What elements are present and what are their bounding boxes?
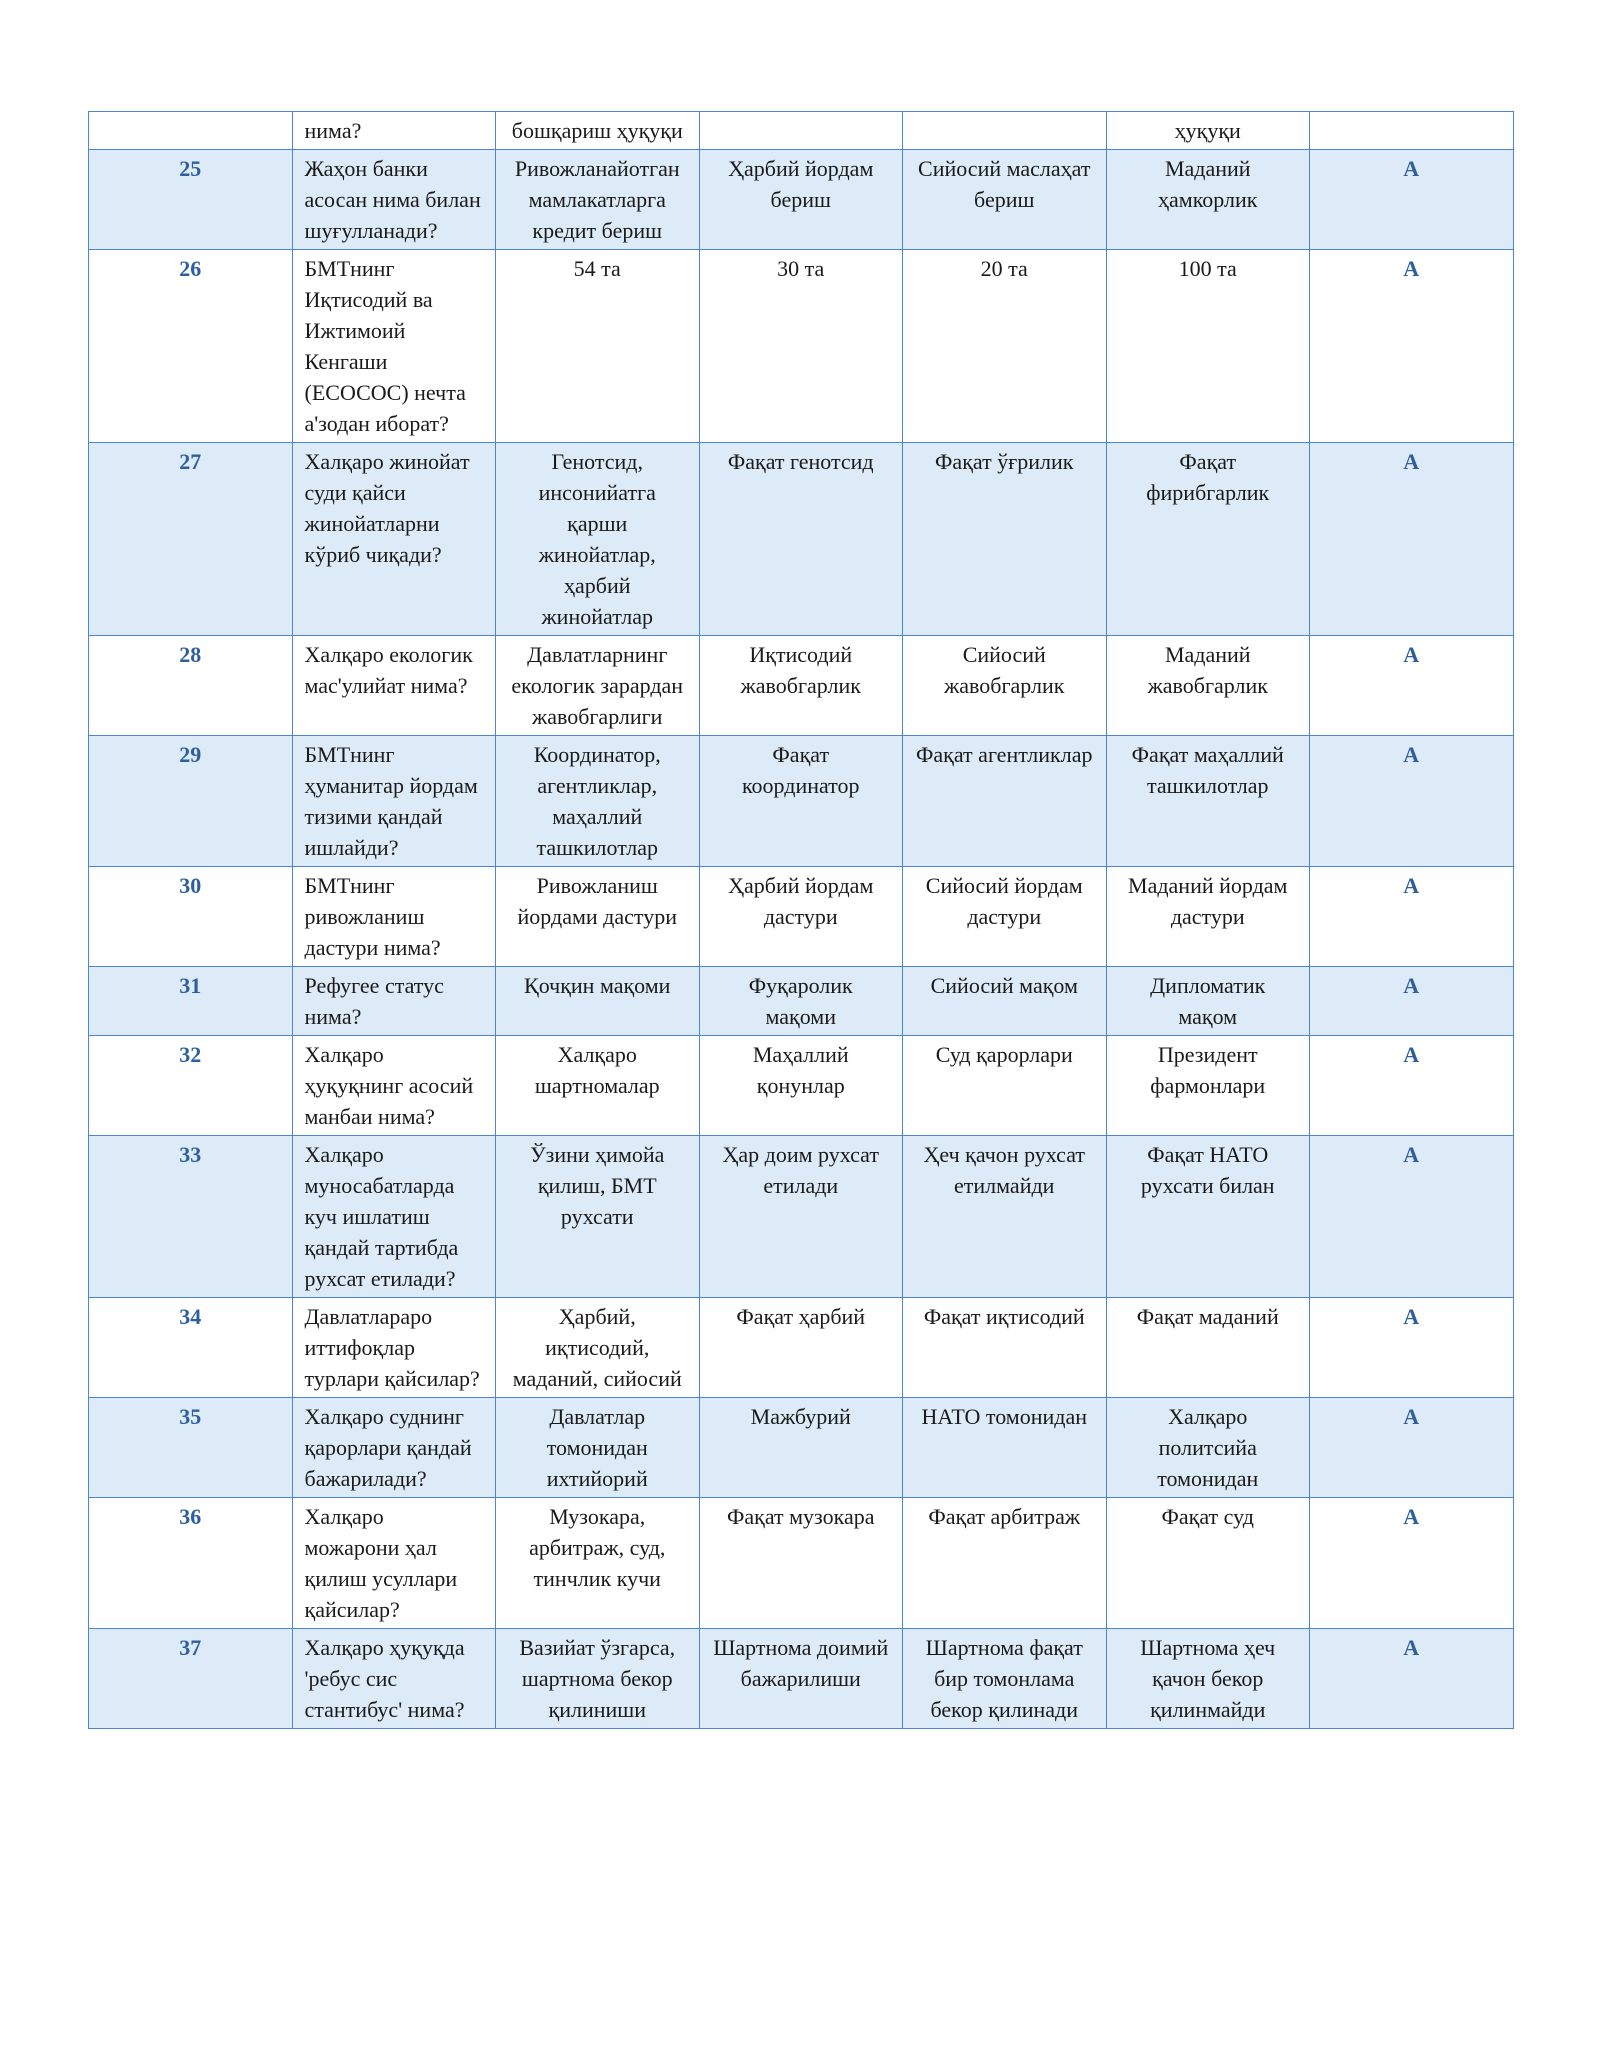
- table-row: [89, 1398, 1514, 1498]
- correct-answer: A: [1310, 150, 1514, 250]
- table-row: [89, 250, 1514, 443]
- quiz-table-body: [89, 112, 1514, 1729]
- option-a: 54 та: [496, 250, 700, 443]
- option-d: Фақат НАТО рухсати билан: [1106, 1136, 1310, 1298]
- table-row: [89, 736, 1514, 867]
- question-number: 32: [89, 1036, 293, 1136]
- question-number: 26: [89, 250, 293, 443]
- correct-answer: A: [1310, 1498, 1514, 1629]
- table-row: [89, 1629, 1514, 1729]
- option-a: Музокара, арбитраж, суд, тинчлик кучи: [496, 1498, 700, 1629]
- option-c: Ҳеч қачон рухсат етилмайди: [903, 1136, 1107, 1298]
- option-c: Фақат ўғрилик: [903, 443, 1107, 636]
- correct-answer: A: [1310, 967, 1514, 1036]
- table-row: [89, 867, 1514, 967]
- option-c: 20 та: [903, 250, 1107, 443]
- option-d: Фақат маданий: [1106, 1298, 1310, 1398]
- question-text: БМТнинг Иқтисодий ва Ижтимоий Кенгаши (ЕCОСОC) нечта а'зодан иборат?: [292, 250, 496, 443]
- option-c: Шартнома фақат бир томонлама бекор қилинади: [903, 1629, 1107, 1729]
- question-number: 34: [89, 1298, 293, 1398]
- correct-answer: A: [1310, 1036, 1514, 1136]
- option-d: Фақат фирибгарлик: [1106, 443, 1310, 636]
- question-number: 31: [89, 967, 293, 1036]
- option-a: Координатор, агентликлар, маҳаллий ташкилотлар: [496, 736, 700, 867]
- document-page: [88, 111, 1513, 1729]
- option-c: Сийосий йордам дастури: [903, 867, 1107, 967]
- question-text: БМТнинг ҳуманитар йордам тизими қандай ишлайди?: [292, 736, 496, 867]
- correct-answer: A: [1310, 1629, 1514, 1729]
- option-c: [903, 112, 1107, 150]
- question-text: Давлатлараро иттифоқлар турлари қайсилар?: [292, 1298, 496, 1398]
- option-b: Фақат генотсид: [699, 443, 903, 636]
- option-a: Вазийат ўзгарса, шартнома бекор қилиниши: [496, 1629, 700, 1729]
- option-c: Фақат арбитраж: [903, 1498, 1107, 1629]
- correct-answer: A: [1310, 443, 1514, 636]
- question-text: Халқаро ҳуқуқда 'ребус сис стантибус' нима?: [292, 1629, 496, 1729]
- option-d: Халқаро политсийа томонидан: [1106, 1398, 1310, 1498]
- option-d: ҳуқуқи: [1106, 112, 1310, 150]
- option-b: Фақат ҳарбий: [699, 1298, 903, 1398]
- question-number: 33: [89, 1136, 293, 1298]
- question-text: Халқаро жинойат суди қайси жинойатларни кўриб чиқади?: [292, 443, 496, 636]
- option-b: Ҳар доим рухсат етилади: [699, 1136, 903, 1298]
- table-row: [89, 1136, 1514, 1298]
- option-c: Суд қарорлари: [903, 1036, 1107, 1136]
- option-d: Фақат суд: [1106, 1498, 1310, 1629]
- option-b: Ҳарбий йордам бериш: [699, 150, 903, 250]
- correct-answer: A: [1310, 867, 1514, 967]
- option-b: [699, 112, 903, 150]
- option-d: Фақат маҳаллий ташкилотлар: [1106, 736, 1310, 867]
- option-b: Ҳарбий йордам дастури: [699, 867, 903, 967]
- correct-answer: A: [1310, 1398, 1514, 1498]
- question-text: БМТнинг ривожланиш дастури нима?: [292, 867, 496, 967]
- option-b: Маҳаллий қонунлар: [699, 1036, 903, 1136]
- option-a: бошқариш ҳуқуқи: [496, 112, 700, 150]
- question-number: 35: [89, 1398, 293, 1498]
- question-text: нима?: [292, 112, 496, 150]
- option-a: Ҳарбий, иқтисодий, маданий, сийосий: [496, 1298, 700, 1398]
- question-text: Халқаро муносабатларда куч ишлатиш қандай тартибда рухсат етилади?: [292, 1136, 496, 1298]
- question-number: 36: [89, 1498, 293, 1629]
- option-b: Фақат координатор: [699, 736, 903, 867]
- option-b: Мажбурий: [699, 1398, 903, 1498]
- option-d: Дипломатик мақом: [1106, 967, 1310, 1036]
- option-b: Фуқаролик мақоми: [699, 967, 903, 1036]
- question-text: Рефугее статус нима?: [292, 967, 496, 1036]
- option-d: Шартнома ҳеч қачон бекор қилинмайди: [1106, 1629, 1310, 1729]
- option-a: Генотсид, инсонийатга қарши жинойатлар, ҳарбий жинойатлар: [496, 443, 700, 636]
- option-d: Маданий жавобгарлик: [1106, 636, 1310, 736]
- correct-answer: A: [1310, 250, 1514, 443]
- question-text: Халқаро екологик мас'улийат нима?: [292, 636, 496, 736]
- question-number: 25: [89, 150, 293, 250]
- table-row: [89, 1498, 1514, 1629]
- option-c: Фақат иқтисодий: [903, 1298, 1107, 1398]
- question-text: Халқаро можарони ҳал қилиш усуллари қайсилар?: [292, 1498, 496, 1629]
- option-c: НАТО томонидан: [903, 1398, 1107, 1498]
- question-number: 37: [89, 1629, 293, 1729]
- option-a: Ўзини ҳимойа қилиш, БМТ рухсати: [496, 1136, 700, 1298]
- option-c: Фақат агентликлар: [903, 736, 1107, 867]
- option-c: Сийосий мақом: [903, 967, 1107, 1036]
- question-text: Халқаро ҳуқуқнинг асосий манбаи нима?: [292, 1036, 496, 1136]
- question-number: 28: [89, 636, 293, 736]
- option-c: Сийосий жавобгарлик: [903, 636, 1107, 736]
- option-b: Шартнома доимий бажарилиши: [699, 1629, 903, 1729]
- correct-answer: A: [1310, 1136, 1514, 1298]
- option-d: Президент фармонлари: [1106, 1036, 1310, 1136]
- question-number: 30: [89, 867, 293, 967]
- option-d: Маданий ҳамкорлик: [1106, 150, 1310, 250]
- option-a: Давлатларнинг екологик зарардан жавобгарлиги: [496, 636, 700, 736]
- option-a: Давлатлар томонидан ихтийорий: [496, 1398, 700, 1498]
- correct-answer: A: [1310, 1298, 1514, 1398]
- option-a: Ривожланиш йордами дастури: [496, 867, 700, 967]
- question-text: Жаҳон банки асосан нима билан шуғулланади?: [292, 150, 496, 250]
- option-b: Фақат музокара: [699, 1498, 903, 1629]
- question-number: 29: [89, 736, 293, 867]
- table-row: [89, 1298, 1514, 1398]
- table-row: [89, 443, 1514, 636]
- table-row: [89, 1036, 1514, 1136]
- option-d: 100 та: [1106, 250, 1310, 443]
- option-d: Маданий йордам дастури: [1106, 867, 1310, 967]
- option-a: Қочқин мақоми: [496, 967, 700, 1036]
- table-row: [89, 967, 1514, 1036]
- question-number: [89, 112, 293, 150]
- question-number: 27: [89, 443, 293, 636]
- option-a: Ривожланайотган мамлакатларга кредит бериш: [496, 150, 700, 250]
- quiz-table: [88, 111, 1514, 1729]
- table-row: [89, 636, 1514, 736]
- correct-answer: [1310, 112, 1514, 150]
- option-b: 30 та: [699, 250, 903, 443]
- option-c: Сийосий маслаҳат бериш: [903, 150, 1107, 250]
- table-row: [89, 112, 1514, 150]
- table-row: [89, 150, 1514, 250]
- correct-answer: A: [1310, 736, 1514, 867]
- option-a: Халқаро шартномалар: [496, 1036, 700, 1136]
- correct-answer: A: [1310, 636, 1514, 736]
- option-b: Иқтисодий жавобгарлик: [699, 636, 903, 736]
- question-text: Халқаро суднинг қарорлари қандай бажарилади?: [292, 1398, 496, 1498]
